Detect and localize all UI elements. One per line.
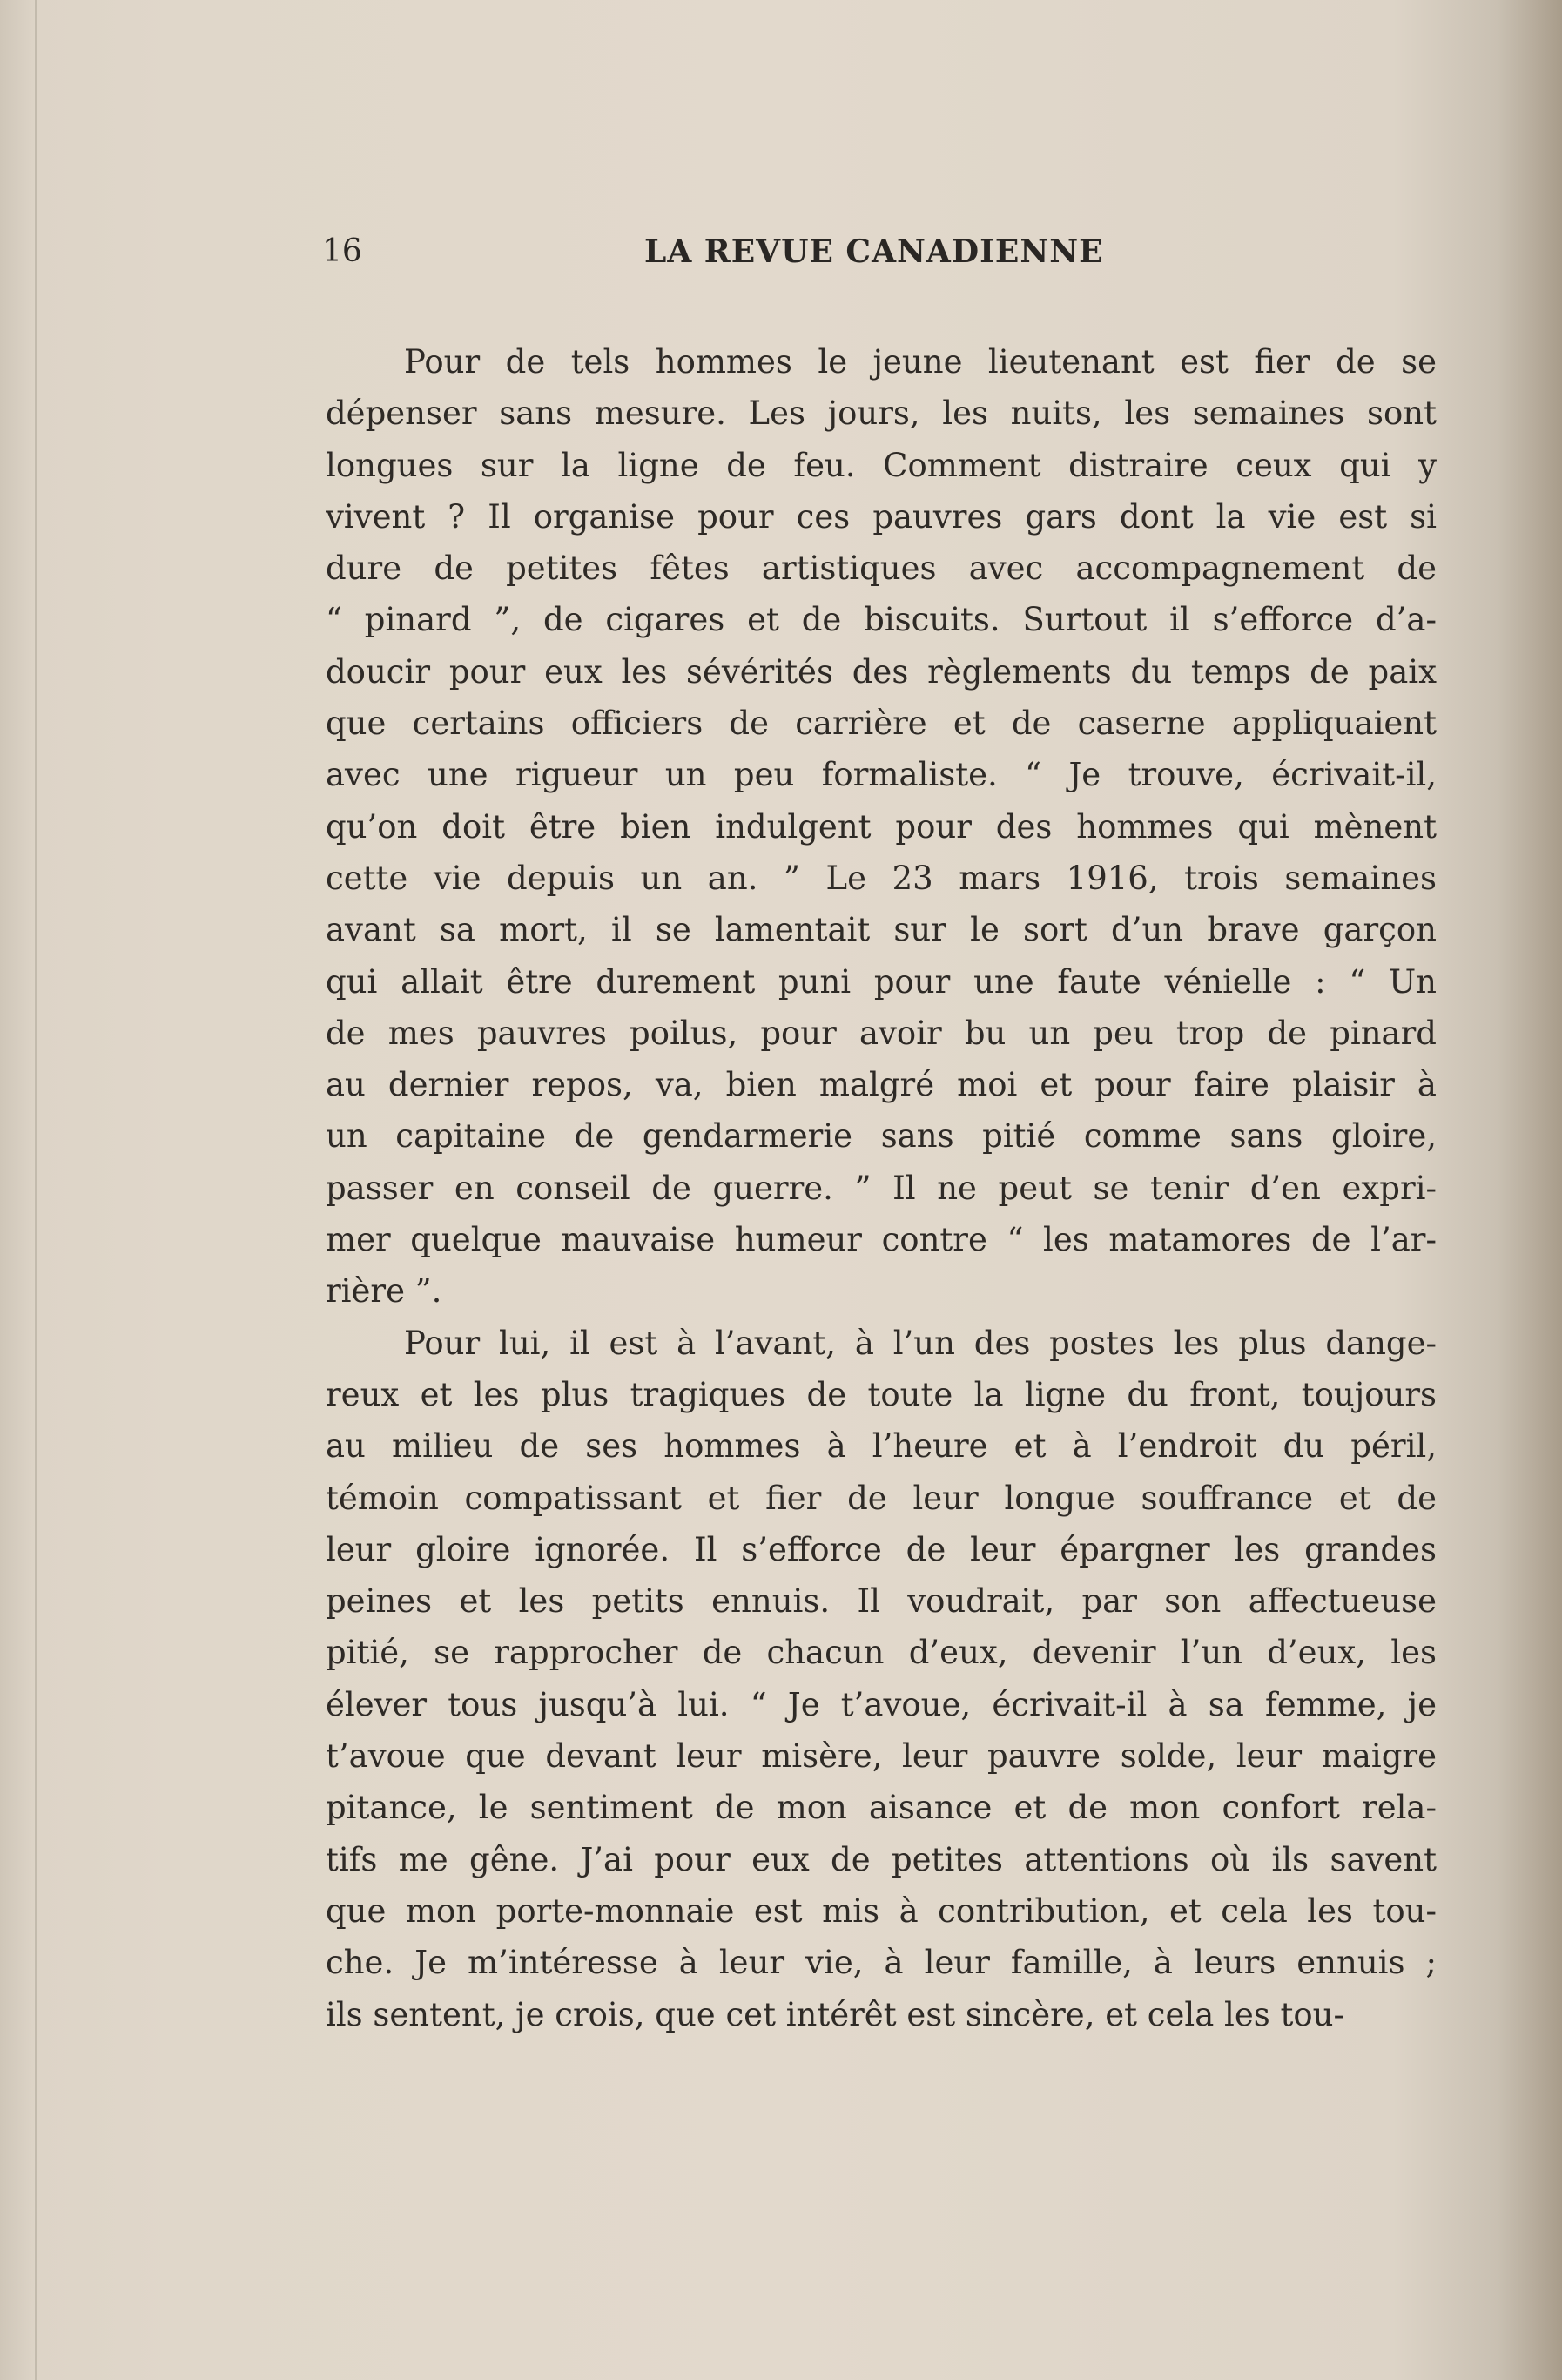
text-line: “ pinard ”, de cigares et de biscuits. Surtout il s’efforce d’a- (326, 601, 1437, 639)
text-line: Pour de tels hommes le jeune lieutenant est fier de se (404, 343, 1437, 381)
text-line: témoin compatissant et fier de leur longue souffrance et de (326, 1479, 1437, 1517)
text-line: longues sur la ligne de feu. Comment distraire ceux qui y (326, 446, 1437, 484)
text-line: au milieu de ses hommes à l’heure et à l’endroit du péril, (326, 1427, 1437, 1466)
text-line: au dernier repos, va, bien malgré moi et pour faire plaisir à (326, 1066, 1437, 1104)
text-line: dépenser sans mesure. Les jours, les nuits, les semaines sont (326, 394, 1437, 433)
text-line: reux et les plus tragiques de toute la ligne du front, toujours (326, 1375, 1437, 1413)
text-line: doucir pour eux les sévérités des règlements du temps de paix (326, 652, 1437, 691)
text-line: de mes pauvres poilus, pour avoir bu un peu trop de pinard (326, 1014, 1437, 1052)
text-line: Pour lui, il est à l’avant, à l’un des postes les plus dange- (404, 1324, 1437, 1362)
text-line: dure de petites fêtes artistiques avec accompagnement de (326, 549, 1437, 588)
text-line: che. Je m’intéresse à leur vie, à leur famille, à leurs ennuis ; (326, 1944, 1437, 1982)
text-line: avec une rigueur un peu formaliste. “ Je trouve, écrivait-il, (326, 756, 1437, 794)
paragraph-2 (326, 1318, 1437, 2040)
text-line: leur gloire ignorée. Il s’efforce de leur épargner les grandes (326, 1530, 1437, 1568)
text-line: mer quelque mauvaise humeur contre “ les matamores de l’ar- (326, 1221, 1437, 1259)
text-line: ils sentent, je crois, que cet intérêt est sincère, et cela les tou- (326, 1995, 1344, 2033)
text-line: t’avoue que devant leur misère, leur pauvre solde, leur maigre (326, 1737, 1437, 1776)
text-line: cette vie depuis un an. ” Le 23 mars 1916, trois semaines (326, 859, 1437, 897)
text-line: pitance, le sentiment de mon aisance et de mon confort rela- (326, 1789, 1437, 1827)
text-line: peines et les petits ennuis. Il voudrait, par son affectueuse (326, 1582, 1437, 1621)
text-line: vivent ? Il organise pour ces pauvres gars dont la vie est si (326, 497, 1437, 536)
text-line: que mon porte-monnaie est mis à contribution, et cela les tou- (326, 1891, 1437, 1930)
text-line: que certains officiers de carrière et de caserne appliquaient (326, 705, 1437, 743)
body-text (326, 336, 1437, 2040)
text-line: passer en conseil de guerre. ” Il ne peut se tenir d’en expri- (326, 1169, 1437, 1207)
page-edge-shadow (35, 0, 37, 2380)
text-line: rière ”. (326, 1272, 442, 1311)
running-title: LA REVUE CANADIENNE (644, 233, 1104, 270)
page-header (322, 233, 1437, 286)
text-line: tifs me gêne. J’ai pour eux de petites attentions où ils savent (326, 1840, 1437, 1878)
paragraph-1 (326, 336, 1437, 1318)
text-line: avant sa mort, il se lamentait sur le sort d’un brave garçon (326, 911, 1437, 949)
text-line: élever tous jusqu’à lui. “ Je t’avoue, écrivait-il à sa femme, je (326, 1685, 1437, 1723)
page-number: 16 (322, 233, 362, 269)
text-line: pitié, se rapprocher de chacun d’eux, devenir l’un d’eux, les (326, 1634, 1437, 1672)
text-line: qui allait être durement puni pour une faute vénielle : “ Un (326, 962, 1437, 1001)
text-line: qu’on doit être bien indulgent pour des hommes qui mènent (326, 807, 1437, 846)
text-line: un capitaine de gendarmerie sans pitié comme sans gloire, (326, 1117, 1437, 1156)
